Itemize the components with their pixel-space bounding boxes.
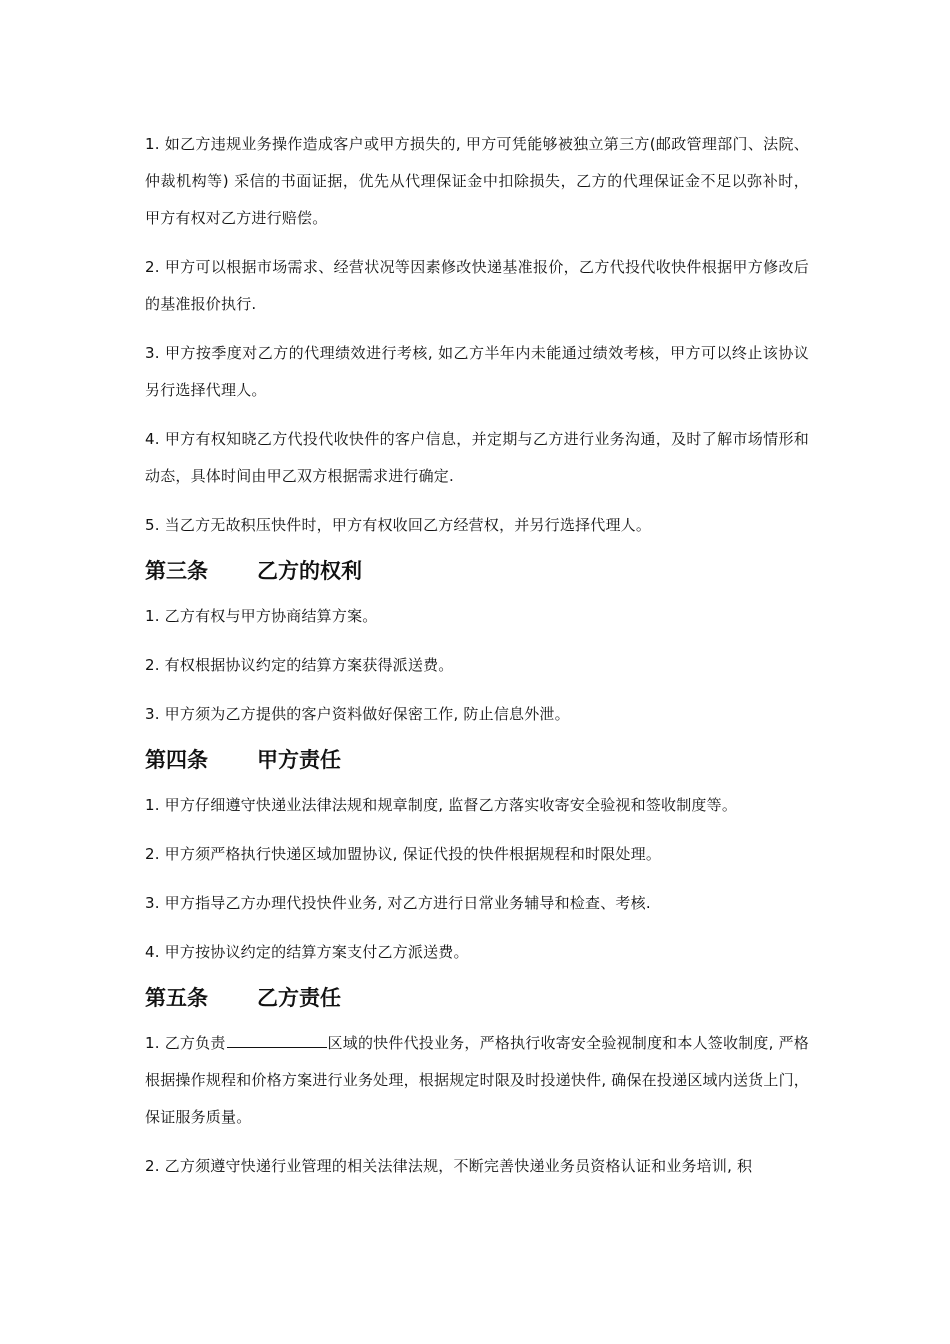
- section-heading-5: [145, 983, 809, 1013]
- document-body: [145, 126, 809, 1197]
- section-number: 第五条: [145, 986, 208, 1010]
- fill-in-blank[interactable]: [227, 1033, 327, 1048]
- section-heading-4: [145, 745, 809, 775]
- clause-item: 1. 甲方仔细遵守快递业法律法规和规章制度, 监督乙方落实收寄安全验视和签收制度等。: [145, 796, 738, 814]
- section-number: 第三条: [145, 559, 208, 583]
- section-title: 甲方责任: [257, 748, 341, 772]
- section-title: 乙方的权利: [257, 559, 362, 583]
- clause-item: 3. 甲方按季度对乙方的代理绩效进行考核, 如乙方半年内未能通过绩效考核，甲方可以终止该协议另行选择代理人。: [145, 344, 809, 399]
- clause-item: 1. 乙方有权与甲方协商结算方案。: [145, 607, 378, 625]
- clause-item: 3. 甲方指导乙方办理代投快件业务, 对乙方进行日常业务辅导和检查、考核.: [145, 894, 651, 912]
- clause-text-before-blank: 1. 乙方负责: [145, 1034, 226, 1052]
- clause-text-after-blank: 区域的快件代投业务，严格执行收寄安全验视制度和本人签收制度, 严格根据操作规程和价格方案进行业务处理，根据规定时限及时投递快件, 确保在投递区域内送货上门，保证服务质量。: [145, 1034, 809, 1126]
- clause-item: 2. 有权根据协议约定的结算方案获得派送费。: [145, 656, 454, 674]
- clause-item: 4. 甲方有权知晓乙方代投代收快件的客户信息，并定期与乙方进行业务沟通，及时了解市场情形和动态，具体时间由甲乙双方根据需求进行确定.: [145, 430, 809, 485]
- clause-item: 1. 如乙方违规业务操作造成客户或甲方损失的, 甲方可凭能够被独立第三方(邮政管理部门、法院、仲裁机构等) 采信的书面证据，优先从代理保证金中扣除损失，乙方的代理保证金不足以弥补时，甲方有权对乙方进行赔偿。: [145, 135, 809, 227]
- section-heading-3: [145, 556, 809, 586]
- clause-item-with-blank: [145, 1025, 809, 1136]
- clause-item: 2. 甲方可以根据市场需求、经营状况等因素修改快递基准报价，乙方代投代收快件根据甲方修改后的基准报价执行.: [145, 258, 809, 313]
- clause-item: 2. 乙方须遵守快递行业管理的相关法律法规，不断完善快递业务员资格认证和业务培训, 积: [145, 1157, 753, 1175]
- clause-item: 4. 甲方按协议约定的结算方案支付乙方派送费。: [145, 943, 469, 961]
- clause-item: 5. 当乙方无故积压快件时，甲方有权收回乙方经营权，并另行选择代理人。: [145, 516, 652, 534]
- section-number: 第四条: [145, 748, 208, 772]
- section-title: 乙方责任: [257, 986, 341, 1010]
- clause-item: 3. 甲方须为乙方提供的客户资料做好保密工作, 防止信息外泄。: [145, 705, 570, 723]
- clause-item: 2. 甲方须严格执行快递区域加盟协议, 保证代投的快件根据规程和时限处理。: [145, 845, 662, 863]
